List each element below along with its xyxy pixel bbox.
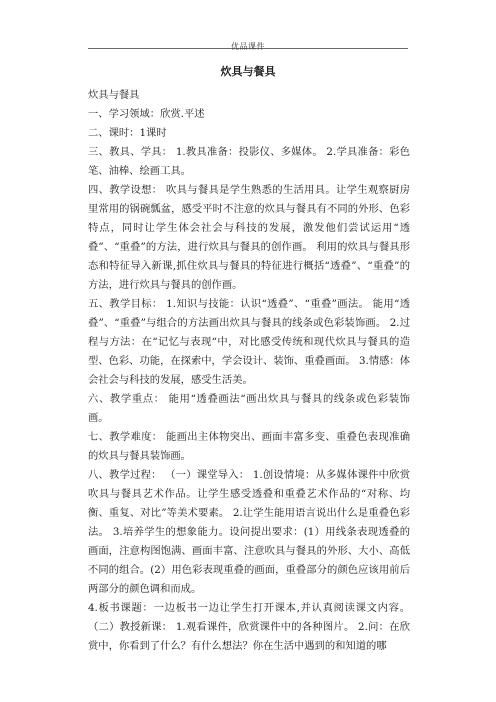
paragraph-board-title: 4.板书课题：一边板书一边让学生打开课本,并认真阅读课文内容。 （二）教授新课： 1.观看课件，欣赏课件中的各种图片。 2.问：在欣赏中，你看到了什么？有什么想法？你在生活中遇到的和知道的哪 [88,602,410,652]
paragraph-teaching-goals: 五、教学目标： 1.知识与技能：认识“透叠”、“重叠”画法。 能用“透叠”、“重叠”与组合的方法画出炊具与餐具的线条或色彩装饰画。 2.过程与方法：在“记忆与表现“中，对比感受传统和现代炊具与餐具的造型、色彩、功能，在探索中，学会设计、装饰、重叠画面。 3.情感：体会社会与科技的发展，感受生活美。 [88,298,410,386]
header-text: 优品课件 [231,42,265,51]
paragraph-learning-area: 一、学习领域：欣赏.平述 [88,108,205,120]
paragraph-teaching-aids: 三、教具、学具： 1.教具准备：投影仪、多媒体。 2.学具准备：彩色笔、油棒、绘画工具。 [88,146,410,177]
document-body [88,86,410,702]
paragraph-class-hours: 二、课时：1课时 [88,127,167,139]
paragraph-subtitle: 炊具与餐具 [88,89,140,101]
paragraph-teaching-process: 八、教学过程： （一）课堂导入： 1.创设情境：从多媒体课件中欣赏吹具与餐具艺术作品。让学生感受透叠和重叠艺术作品的“对称、均衡、重复、对比”等美术要素。 2.让学生能用语言说出什么是重叠色彩法。 3.培养学生的想象能力。设问提出要求：(1）用线条表现透叠的画面，注意构图饱满、画面丰富、注意吹具与餐具的外形、大小、高低不同的组合。(2）用色彩表现重叠的画面，重叠部分的颜色应该用前后两部分的颜色调和而成。 [88,469,410,595]
page-header [88,34,408,49]
paragraph-teaching-idea: 四、教学设想： 吹具与餐具是学生熟悉的生活用具。让学生观察厨房里常用的锅碗瓢盆，感受平时不注意的炊具与餐具有不同的外形、色彩特点，同时让学生体会社会与科技的发展，激发他们尝试运用“透叠”、“重叠”的方法，进行炊具与餐具的创作画。 利用的炊具与餐具形态和特征导入新课,抓住炊具与餐具的特征进行概括“透叠”、“重叠”的方法，进行炊具与餐具的创作画。 [88,184,410,291]
paragraph-key-points: 六、教学重点： 能用“透叠画法“画出炊具与餐具的线条或色彩装饰画。 [88,393,410,424]
document-title: 炊具与餐具 [220,65,276,78]
paragraph-difficulty: 七、教学难度： 能画出主体物突出、画面丰富多变、重叠色表现准确的炊具与餐具装饰画。 [88,431,410,462]
